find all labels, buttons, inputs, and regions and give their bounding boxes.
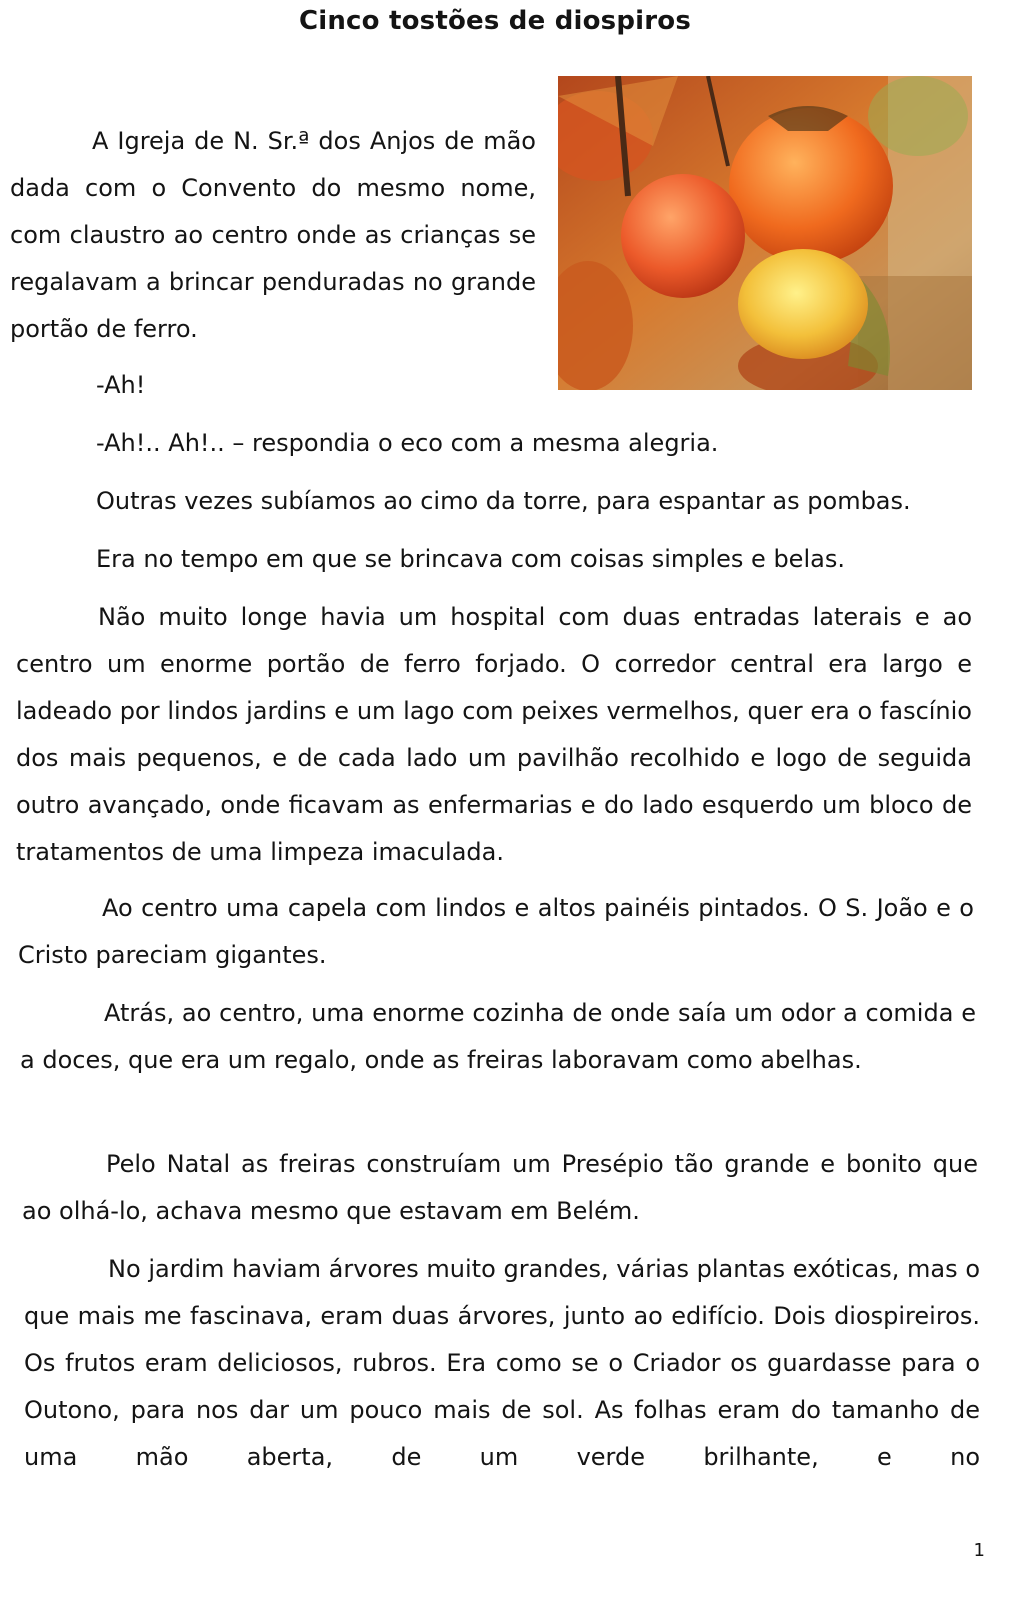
paragraph-3: -Ah!.. Ah!.. – respondia o eco com a mesma alegria. <box>96 429 719 457</box>
paragraph-6: Não muito longe havia um hospital com duas entradas laterais e ao centro um enorme portão de ferro forjado. O corredor central era largo e ladeado por lindos jardins e um lago com peixes vermelhos, quer era o fascínio dos mais pequenos, e de cada lado um pavilhão recolhido e logo de seguida outro avançado, onde ficavam as enfermarias e do lado esquerdo um bloco de tratamentos de uma limpeza imaculada. <box>16 603 972 866</box>
paragraph-10: No jardim haviam árvores muito grandes, várias plantas exóticas, mas o que mais me fascinava, eram duas árvores, junto ao edifício. Dois diospireiros. Os frutos eram deliciosos, rubros. Era como se o Criador os guardasse para o Outono, para nos dar um pouco mais de sol. As folhas eram do tamanho de uma mão aberta, de um verde brilhante, e no <box>24 1255 980 1471</box>
paragraph-9: Pelo Natal as freiras construíam um Presépio tão grande e bonito que ao olhá-lo, achava mesmo que estavam em Belém. <box>22 1150 978 1225</box>
paragraph-1: A Igreja de N. Sr.ª dos Anjos de mão dada com o Convento do mesmo nome, com claustro ao centro onde as crianças se regalavam a brincar penduradas no grande portão de ferro. <box>10 127 536 343</box>
page-number: 1 <box>973 1540 985 1561</box>
page-title: Cinco tostões de diospiros <box>298 6 692 36</box>
paragraph-5: Era no tempo em que se brincava com coisas simples e belas. <box>96 545 845 573</box>
paragraph-7: Ao centro uma capela com lindos e altos painéis pintados. O S. João e o Cristo pareciam gigantes. <box>18 894 974 969</box>
paragraph-4: Outras vezes subíamos ao cimo da torre, para espantar as pombas. <box>96 487 911 515</box>
paragraph-2: -Ah! <box>96 371 146 399</box>
paragraph-8: Atrás, ao centro, uma enorme cozinha de onde saía um odor a comida e a doces, que era um regalo, onde as freiras laboravam como abelhas. <box>20 999 976 1074</box>
persimmon-photo <box>558 76 972 390</box>
